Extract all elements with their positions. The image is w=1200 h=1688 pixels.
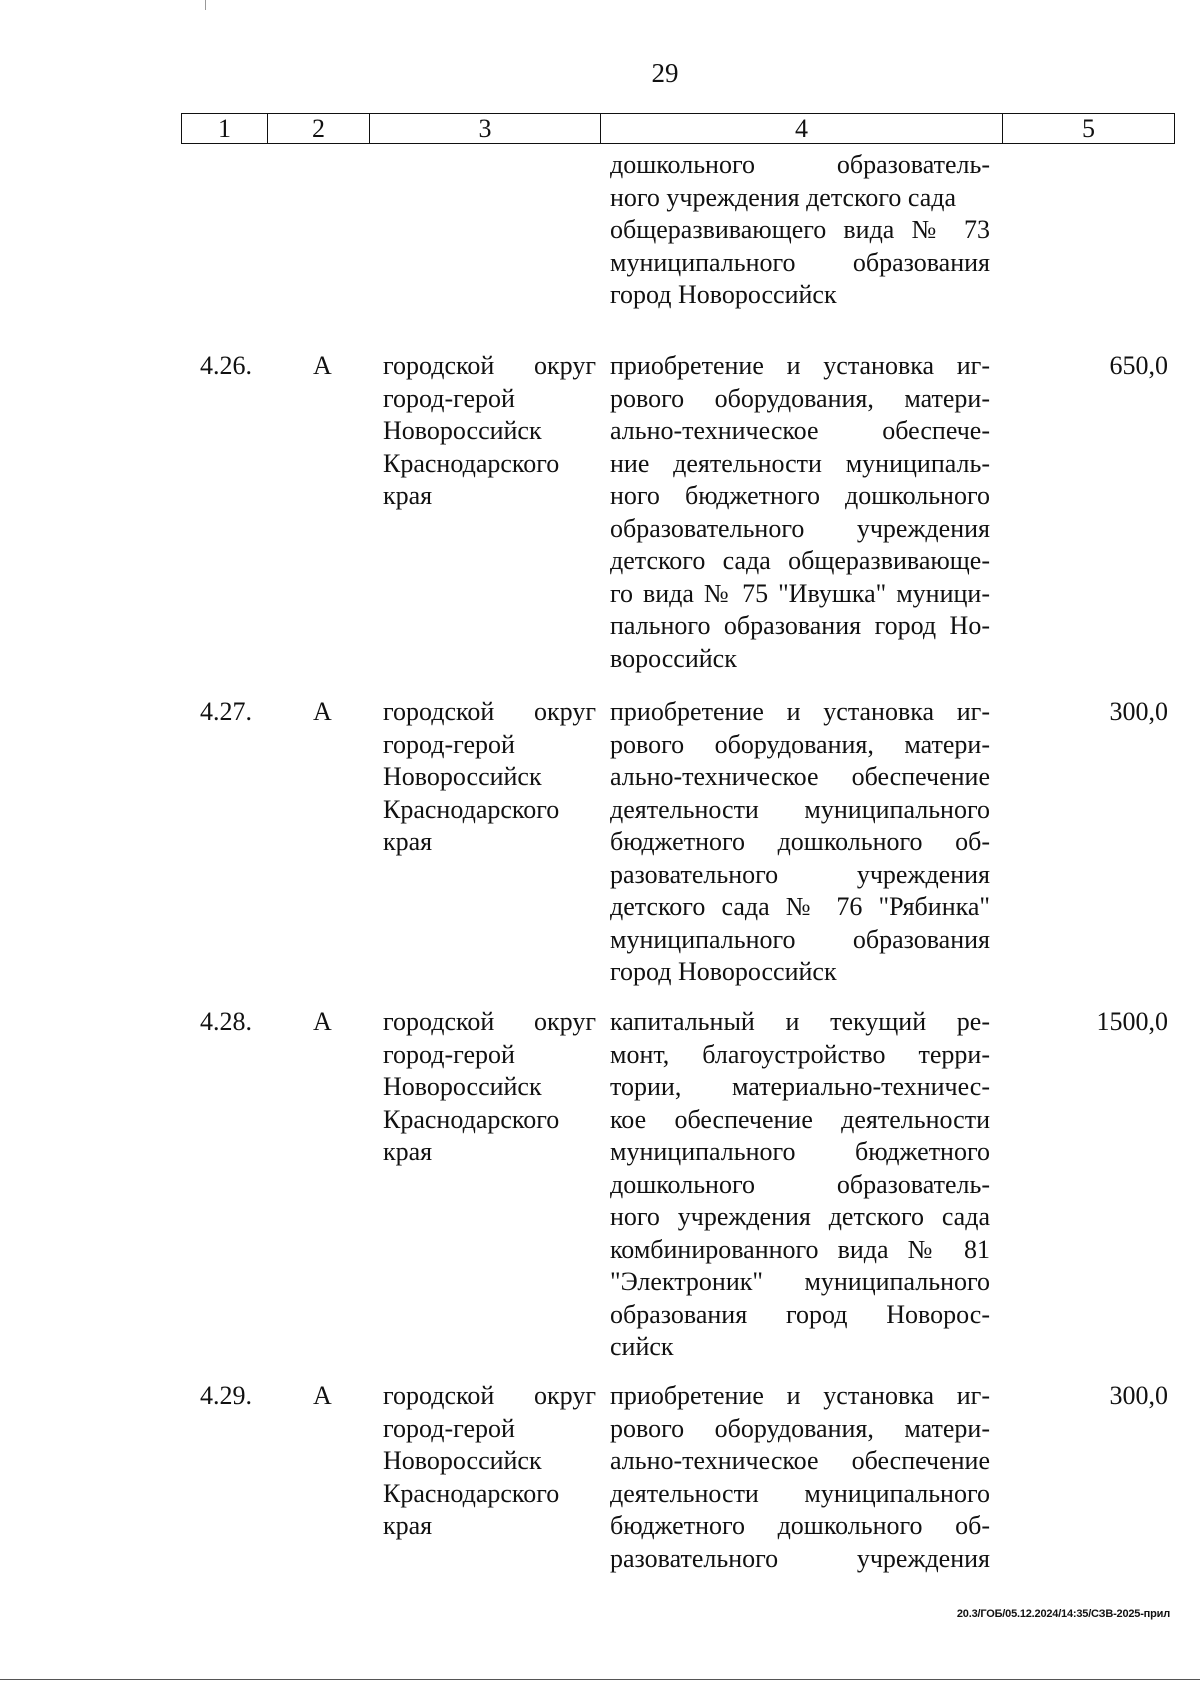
description-line: рового оборудования, матери- xyxy=(610,383,990,413)
recipient-line: городской округ xyxy=(383,1007,596,1036)
row-amount: 300,0 xyxy=(1109,697,1168,726)
header-col-5: 5 xyxy=(1082,114,1095,143)
recipient-line: края xyxy=(383,481,433,510)
recipient-line: Краснодарского xyxy=(383,1478,560,1508)
description-line: дошкольного образователь- xyxy=(610,1169,990,1199)
recipient-line: Краснодарского xyxy=(383,1104,560,1134)
recipient-line: городской округ xyxy=(383,1381,596,1410)
row-description xyxy=(610,696,990,989)
row-category: А xyxy=(313,1381,332,1410)
row-number: 4.27. xyxy=(200,697,252,726)
description-line: город Новороссийск xyxy=(610,280,837,309)
row-number: 4.26. xyxy=(200,351,252,380)
description-line: деятельности муниципального xyxy=(610,1478,990,1508)
description-line: приобретение и установка иг- xyxy=(610,697,990,726)
description-line: муниципального бюджетного xyxy=(610,1137,990,1166)
row-description xyxy=(610,1380,990,1575)
recipient-line: городской округ xyxy=(383,351,596,380)
row-description xyxy=(610,1006,990,1364)
description-line: образовательного учреждения xyxy=(610,513,990,543)
recipient-line: края xyxy=(383,827,433,856)
recipient-line: городской округ xyxy=(383,697,596,726)
description-line: монт, благоустройство терри- xyxy=(610,1039,990,1069)
description-line: ально-техническое обеспечение xyxy=(610,1446,990,1475)
description-line: го вида № 75 "Ивушка" муници- xyxy=(610,578,990,608)
description-line: образования город Новорос- xyxy=(610,1299,990,1329)
header-col-4: 4 xyxy=(601,114,1003,143)
description-line: тории, материально-техничес- xyxy=(610,1072,990,1101)
recipient-line: Новороссийск xyxy=(383,762,542,791)
description-line: разовательного учреждения xyxy=(610,859,990,889)
description-line: кое обеспечение деятельности xyxy=(610,1104,990,1134)
description-line: детского сада общеразвивающе- xyxy=(610,546,990,575)
description-line: город Новороссийск xyxy=(610,957,837,986)
description-line: рового оборудования, матери- xyxy=(610,1413,990,1443)
description-line: комбинированного вида № 81 xyxy=(610,1234,990,1264)
row-amount: 1500,0 xyxy=(1096,1007,1168,1036)
row-recipient xyxy=(383,1380,596,1543)
description-line: приобретение и установка иг- xyxy=(610,1381,990,1410)
recipient-line: город-герой xyxy=(383,1413,515,1443)
scan-edge-line xyxy=(0,1679,1200,1680)
description-line: приобретение и установка иг- xyxy=(610,351,990,380)
row-category: А xyxy=(313,351,332,380)
row-amount: 650,0 xyxy=(1109,351,1168,380)
description-line: вороссийск xyxy=(610,643,737,673)
header-col-1: 1 xyxy=(182,114,268,143)
description-line: бюджетного дошкольного об- xyxy=(610,827,990,856)
row-number: 4.29. xyxy=(200,1381,252,1410)
recipient-line: Краснодарского xyxy=(383,448,560,478)
recipient-line: края xyxy=(383,1511,433,1540)
recipient-line: город-герой xyxy=(383,729,515,759)
row-amount: 300,0 xyxy=(1109,1381,1168,1410)
description-line: ного учреждения детского сада xyxy=(610,1202,990,1231)
description-line: ально-техническое обеспечение xyxy=(610,762,990,791)
description-line: рового оборудования, матери- xyxy=(610,729,990,759)
row-category: А xyxy=(313,1007,332,1036)
row-number: 4.28. xyxy=(200,1007,252,1036)
recipient-line: город-герой xyxy=(383,1039,515,1069)
row-recipient xyxy=(383,696,596,859)
description-line: муниципального образования xyxy=(610,924,990,954)
description-line: дошкольного образователь- xyxy=(610,150,990,179)
description-line: разовательного учреждения xyxy=(610,1543,990,1573)
scan-mark xyxy=(205,0,206,10)
description-line: капитальный и текущий ре- xyxy=(610,1007,990,1036)
table-header xyxy=(181,113,1175,144)
recipient-line: Краснодарского xyxy=(383,794,560,824)
document-code: 20.3/ГОБ/05.12.2024/14:35/СЗВ-2025-прил xyxy=(956,1608,1170,1620)
recipient-line: Новороссийск xyxy=(383,416,542,445)
page-number: 29 xyxy=(651,58,679,88)
continued-description xyxy=(610,149,990,312)
description-line: ного учреждения детского сада xyxy=(610,182,957,212)
description-line: ально-техническое обеспече- xyxy=(610,416,990,445)
description-line: ние деятельности муниципаль- xyxy=(610,448,990,478)
description-line: деятельности муниципального xyxy=(610,794,990,824)
header-col-2: 2 xyxy=(268,114,370,143)
header-col-3: 3 xyxy=(370,114,601,143)
description-line: общеразвивающего вида № 73 xyxy=(610,215,990,244)
recipient-line: Новороссийск xyxy=(383,1446,542,1475)
recipient-line: город-герой xyxy=(383,383,515,413)
description-line: пального образования город Но- xyxy=(610,611,990,640)
row-recipient xyxy=(383,350,596,513)
description-line: сийск xyxy=(610,1332,674,1361)
description-line: бюджетного дошкольного об- xyxy=(610,1511,990,1540)
row-recipient xyxy=(383,1006,596,1169)
description-line: детского сада № 76 "Рябинка" xyxy=(610,892,990,921)
description-line: муниципального образования xyxy=(610,247,990,277)
row-category: А xyxy=(313,697,332,726)
description-line: "Электроник" муниципального xyxy=(610,1267,990,1296)
recipient-line: края xyxy=(383,1137,433,1166)
recipient-line: Новороссийск xyxy=(383,1072,542,1101)
description-line: ного бюджетного дошкольного xyxy=(610,481,990,510)
row-description xyxy=(610,350,990,675)
